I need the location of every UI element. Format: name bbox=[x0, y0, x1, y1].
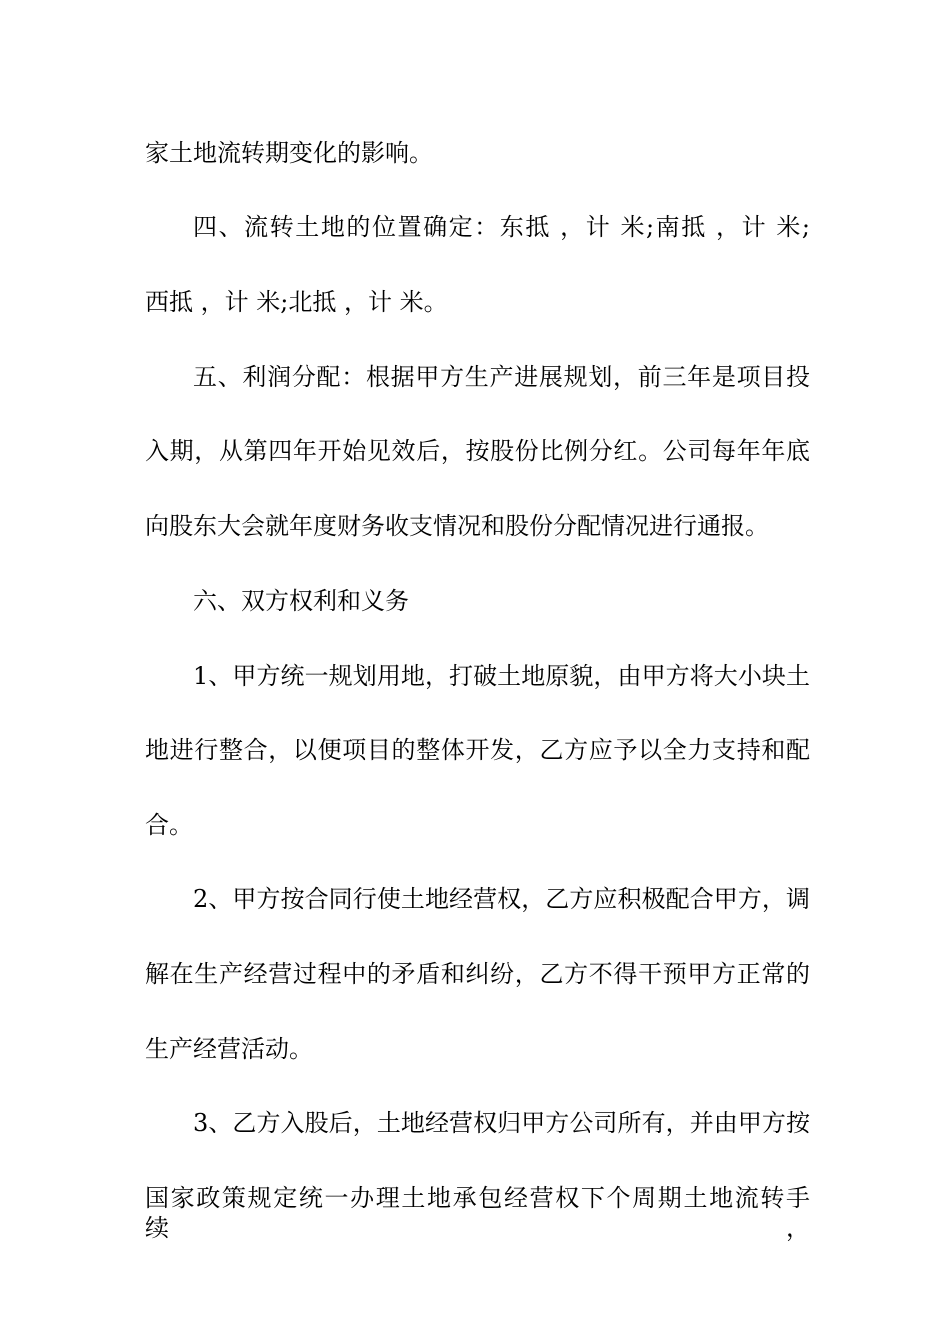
text-line: 入期，从第四年开始见效后，按股份比例分红。公司每年年底 bbox=[145, 437, 810, 465]
section-heading: 六、双方权利和义务 bbox=[193, 587, 409, 615]
text-line: 3、乙方入股后，土地经营权归甲方公司所有，并由甲方按 bbox=[193, 1109, 810, 1137]
text-line: 国家政策规定统一办理土地承包经营权下个周期土地流转手续， bbox=[145, 1184, 810, 1242]
text-line: 家土地流转期变化的影响。 bbox=[145, 139, 433, 167]
text-line: 四、流转土地的位置确定：东抵 ，计 米;南抵 ，计 米; bbox=[193, 213, 810, 241]
text-line: 五、利润分配：根据甲方生产进展规划，前三年是项目投 bbox=[193, 363, 810, 391]
text-line: 1、甲方统一规划用地，打破土地原貌，由甲方将大小块土 bbox=[193, 662, 810, 690]
text-line: 西抵 ，计 米;北抵 ，计 米。 bbox=[145, 288, 448, 316]
text-line: 2、甲方按合同行使土地经营权，乙方应积极配合甲方，调 bbox=[193, 885, 810, 913]
text-line: 解在生产经营过程中的矛盾和纠纷，乙方不得干预甲方正常的 bbox=[145, 960, 810, 988]
text-line: 合。 bbox=[145, 811, 193, 839]
text-line: 向股东大会就年度财务收支情况和股份分配情况进行通报。 bbox=[145, 512, 769, 540]
text-line: 地进行整合，以便项目的整体开发，乙方应予以全力支持和配 bbox=[145, 736, 810, 764]
text-line: 生产经营活动。 bbox=[145, 1035, 313, 1063]
